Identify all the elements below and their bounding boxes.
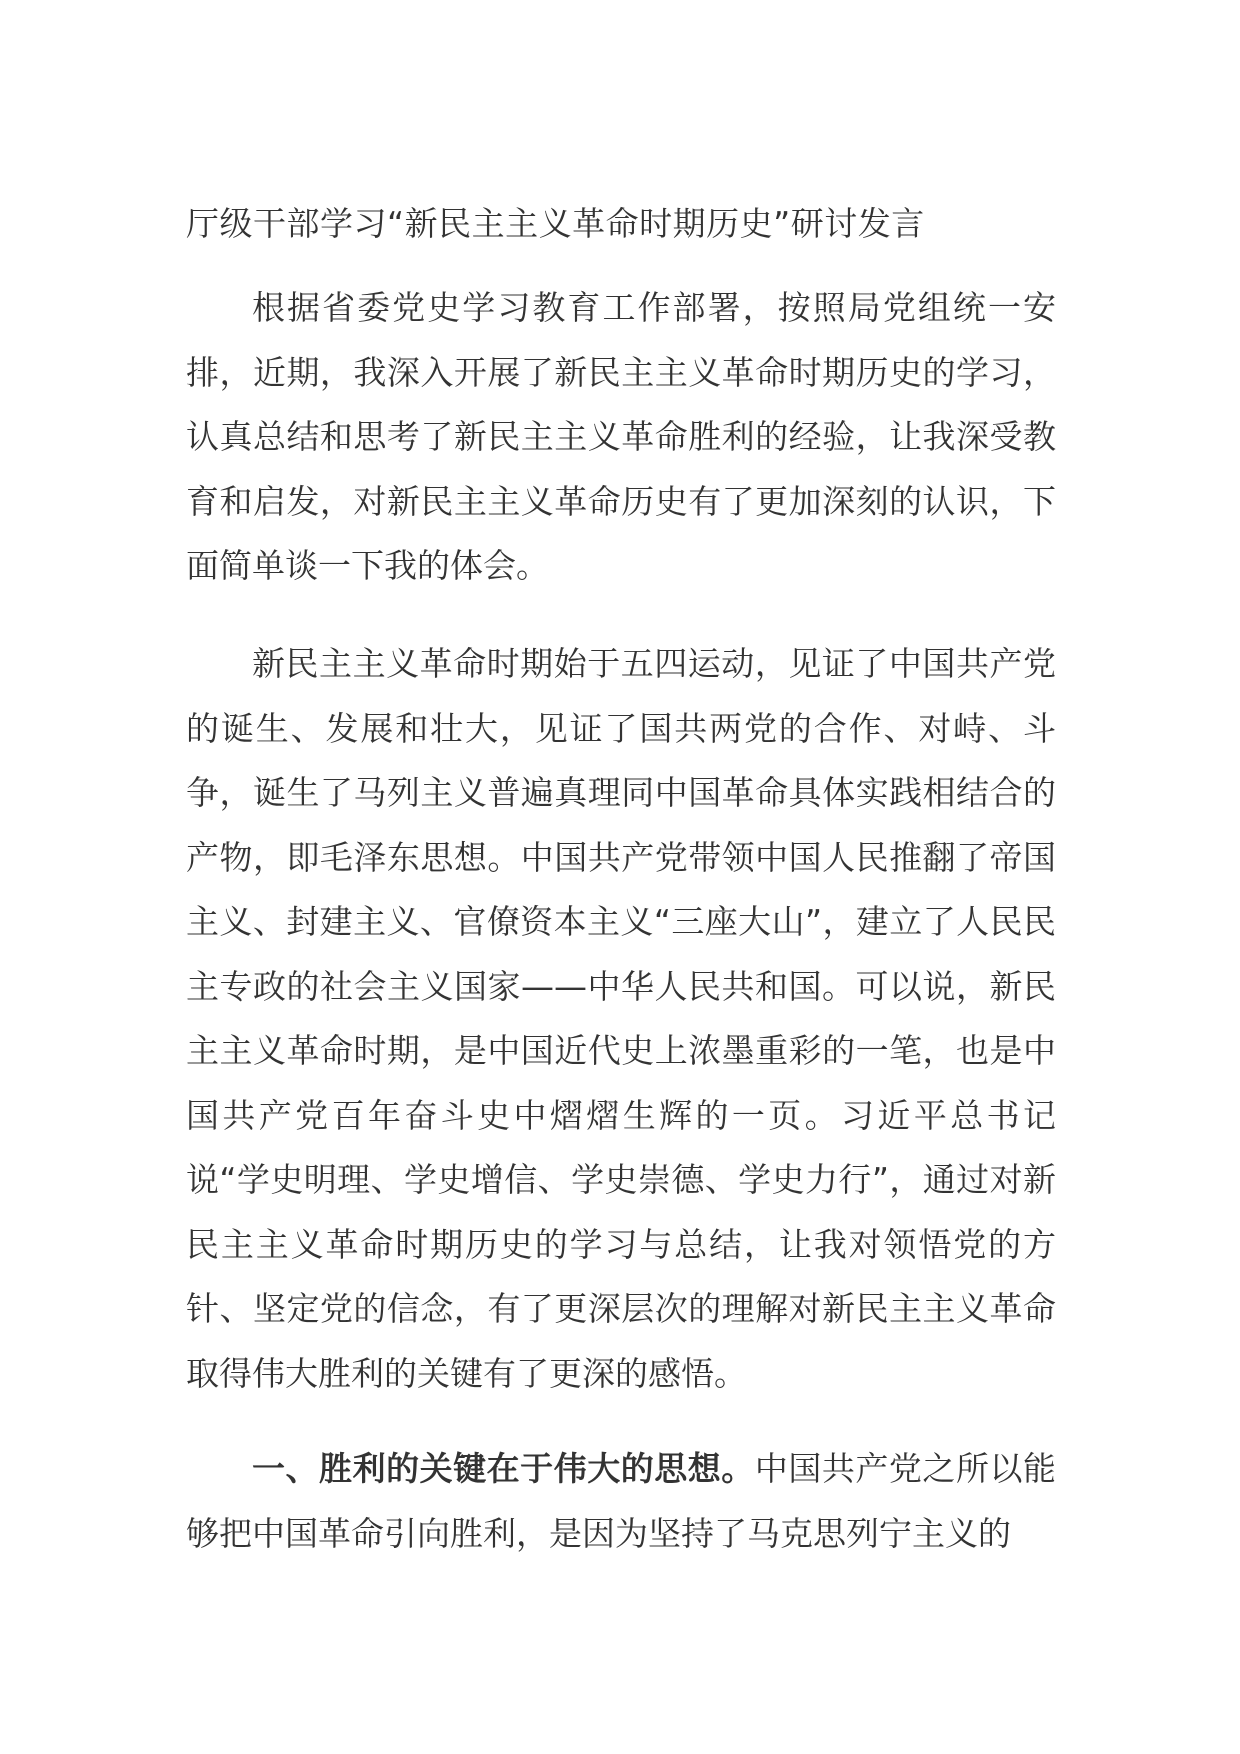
paragraph-2: 新民主主义革命时期始于五四运动，见证了中国共产党的诞生、发展和壮大，见证了国共两党的合作、对峙、斗争，诞生了马列主义普遍真理同中国革命具体实践相结合的产物，即毛泽东思想。中国共产党带领中国人民推翻了帝国主义、封建主义、官僚资本主义“三座大山”，建立了人民民主专政的社会主义国家——中华人民共和国。可以说，新民主主义革命时期，是中国近代史上浓墨重彩的一笔，也是中国共产党百年奋斗史中熠熠生辉的一页。习近平总书记说“学史明理、学史增信、学史崇德、学史力行”，通过对新民主主义革命时期历史的学习与总结，让我对领悟党的方针、坚定党的信念，有了更深层次的理解对新民主主义革命取得伟大胜利的关键有了更深的感悟。 [186, 644, 1056, 1393]
document-title: 厅级干部学习“新民主主义革命时期历史”研讨发言 [186, 204, 925, 243]
section-heading: 一、胜利的关键在于伟大的思想。 [252, 1449, 755, 1488]
paragraph-3 [186, 1437, 1056, 1566]
paragraph-3-text: 中国共产党之所以能够把中国革命引向胜利，是因为坚持了马克思列宁主义的 [186, 1449, 1057, 1553]
paragraph-1: 根据省委党史学习教育工作部署，按照局党组统一安排，近期，我深入开展了新民主主义革命时期历史的学习，认真总结和思考了新民主主义革命胜利的经验，让我深受教育和启发，对新民主主义革命历史有了更加深刻的认识，下面简单谈一下我的体会。 [186, 288, 1056, 585]
